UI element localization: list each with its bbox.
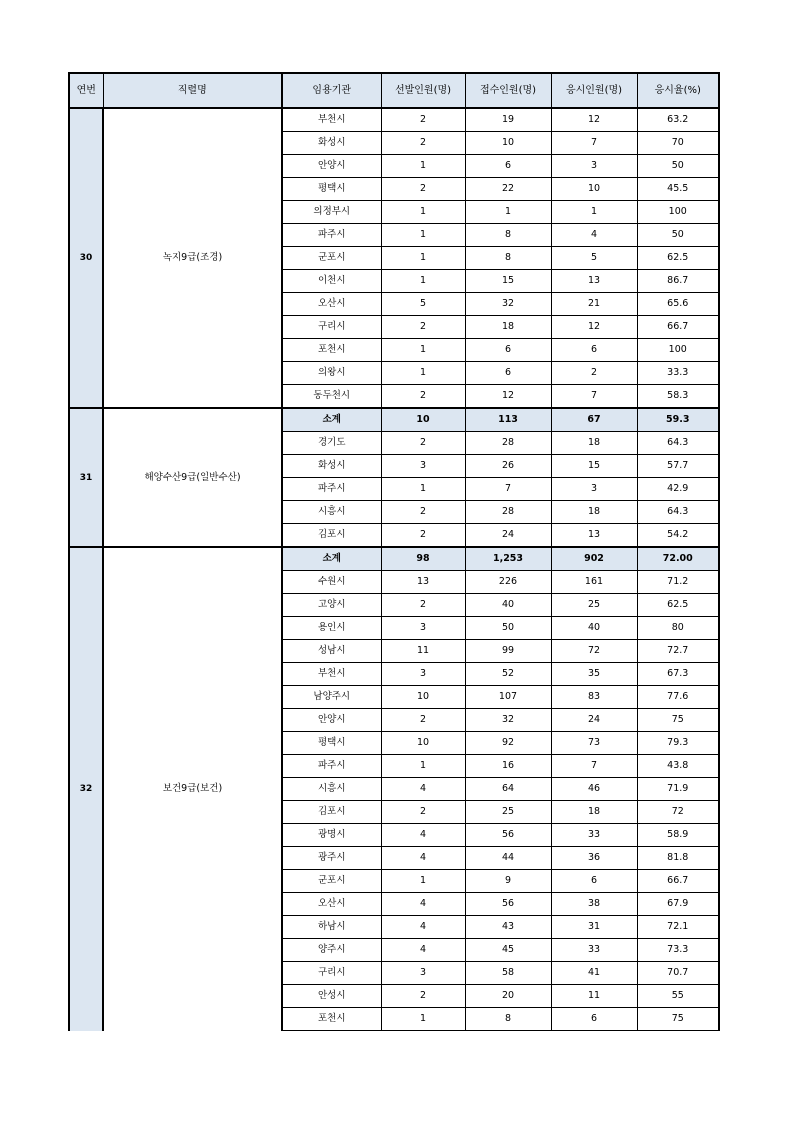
- org-cell: 군포시: [282, 870, 381, 893]
- attendance-rate: 43.8: [637, 755, 719, 778]
- attended-count: 12: [551, 108, 637, 132]
- selected-count: 3: [381, 962, 465, 985]
- applied-count: 25: [465, 801, 551, 824]
- applied-count: 6: [465, 155, 551, 178]
- selected-count: 4: [381, 893, 465, 916]
- org-cell: 양주시: [282, 939, 381, 962]
- selected-count: 3: [381, 663, 465, 686]
- attendance-rate: 50: [637, 155, 719, 178]
- selected-count: 3: [381, 617, 465, 640]
- attended-count: 6: [551, 1008, 637, 1031]
- attendance-rate: 66.7: [637, 870, 719, 893]
- attended-count: 33: [551, 824, 637, 847]
- selected-count: 10: [381, 408, 465, 432]
- attended-count: 13: [551, 524, 637, 548]
- attendance-rate: 57.7: [637, 455, 719, 478]
- selected-count: 2: [381, 178, 465, 201]
- attendance-rate: 67.3: [637, 663, 719, 686]
- attendance-rate: 65.6: [637, 293, 719, 316]
- org-cell: 파주시: [282, 755, 381, 778]
- applied-count: 40: [465, 594, 551, 617]
- attended-count: 67: [551, 408, 637, 432]
- selected-count: 2: [381, 108, 465, 132]
- org-cell: 구리시: [282, 962, 381, 985]
- selected-count: 2: [381, 432, 465, 455]
- selected-count: 1: [381, 201, 465, 224]
- org-cell: 김포시: [282, 524, 381, 548]
- org-cell: 시흥시: [282, 501, 381, 524]
- applied-count: 16: [465, 755, 551, 778]
- attended-count: 1: [551, 201, 637, 224]
- attendance-rate: 80: [637, 617, 719, 640]
- attendance-rate: 62.5: [637, 247, 719, 270]
- header-job: 직렬명: [103, 73, 282, 108]
- attendance-rate: 59.3: [637, 408, 719, 432]
- org-cell: 성남시: [282, 640, 381, 663]
- selected-count: 13: [381, 571, 465, 594]
- applied-count: 45: [465, 939, 551, 962]
- org-cell: 소계: [282, 408, 381, 432]
- attendance-rate: 54.2: [637, 524, 719, 548]
- attended-count: 161: [551, 571, 637, 594]
- selected-count: 1: [381, 247, 465, 270]
- header-no: 연번: [69, 73, 103, 108]
- attended-count: 13: [551, 270, 637, 293]
- attendance-rate: 67.9: [637, 893, 719, 916]
- org-cell: 안성시: [282, 985, 381, 1008]
- subtotal-row: [69, 408, 719, 432]
- attended-count: 10: [551, 178, 637, 201]
- job-series-name: 보건9급(보건): [103, 547, 282, 1031]
- org-cell: 안양시: [282, 709, 381, 732]
- group-number: 31: [69, 408, 103, 547]
- org-cell: 고양시: [282, 594, 381, 617]
- attendance-rate: 86.7: [637, 270, 719, 293]
- selected-count: 3: [381, 455, 465, 478]
- subtotal-row: [69, 547, 719, 571]
- attendance-rate: 77.6: [637, 686, 719, 709]
- applied-count: 56: [465, 893, 551, 916]
- selected-count: 1: [381, 155, 465, 178]
- applied-count: 107: [465, 686, 551, 709]
- applied-count: 226: [465, 571, 551, 594]
- selected-count: 4: [381, 824, 465, 847]
- job-series-name: 녹지9급(조경): [103, 108, 282, 408]
- attendance-rate: 64.3: [637, 432, 719, 455]
- attendance-rate: 81.8: [637, 847, 719, 870]
- attendance-rate: 71.9: [637, 778, 719, 801]
- job-series-name: 해양수산9급(일반수산): [103, 408, 282, 547]
- attended-count: 72: [551, 640, 637, 663]
- selected-count: 1: [381, 478, 465, 501]
- attended-count: 7: [551, 385, 637, 409]
- attended-count: 40: [551, 617, 637, 640]
- group-number: 32: [69, 547, 103, 1031]
- attended-count: 36: [551, 847, 637, 870]
- org-cell: 화성시: [282, 455, 381, 478]
- org-cell: 화성시: [282, 132, 381, 155]
- attendance-rate: 70.7: [637, 962, 719, 985]
- attended-count: 33: [551, 939, 637, 962]
- attendance-rate: 62.5: [637, 594, 719, 617]
- attendance-rate: 72.7: [637, 640, 719, 663]
- org-cell: 김포시: [282, 801, 381, 824]
- selected-count: 4: [381, 847, 465, 870]
- applied-count: 92: [465, 732, 551, 755]
- selected-count: 2: [381, 801, 465, 824]
- attendance-rate: 66.7: [637, 316, 719, 339]
- org-cell: 오산시: [282, 293, 381, 316]
- attended-count: 6: [551, 870, 637, 893]
- attended-count: 902: [551, 547, 637, 571]
- recruitment-stats-table: [68, 72, 720, 1031]
- applied-count: 19: [465, 108, 551, 132]
- attended-count: 83: [551, 686, 637, 709]
- attendance-rate: 70: [637, 132, 719, 155]
- selected-count: 2: [381, 524, 465, 548]
- applied-count: 8: [465, 247, 551, 270]
- attended-count: 31: [551, 916, 637, 939]
- applied-count: 1,253: [465, 547, 551, 571]
- selected-count: 2: [381, 985, 465, 1008]
- org-cell: 시흥시: [282, 778, 381, 801]
- applied-count: 10: [465, 132, 551, 155]
- org-cell: 평택시: [282, 732, 381, 755]
- selected-count: 11: [381, 640, 465, 663]
- attendance-rate: 72.00: [637, 547, 719, 571]
- attendance-rate: 100: [637, 339, 719, 362]
- attended-count: 15: [551, 455, 637, 478]
- attendance-rate: 55: [637, 985, 719, 1008]
- selected-count: 4: [381, 778, 465, 801]
- applied-count: 8: [465, 1008, 551, 1031]
- attended-count: 21: [551, 293, 637, 316]
- attended-count: 35: [551, 663, 637, 686]
- org-cell: 부천시: [282, 663, 381, 686]
- applied-count: 24: [465, 524, 551, 548]
- attended-count: 38: [551, 893, 637, 916]
- applied-count: 52: [465, 663, 551, 686]
- group-number: 30: [69, 108, 103, 408]
- selected-count: 2: [381, 709, 465, 732]
- attended-count: 3: [551, 155, 637, 178]
- applied-count: 50: [465, 617, 551, 640]
- selected-count: 5: [381, 293, 465, 316]
- org-cell: 이천시: [282, 270, 381, 293]
- attendance-rate: 75: [637, 1008, 719, 1031]
- applied-count: 12: [465, 385, 551, 409]
- selected-count: 2: [381, 594, 465, 617]
- attended-count: 6: [551, 339, 637, 362]
- applied-count: 15: [465, 270, 551, 293]
- applied-count: 9: [465, 870, 551, 893]
- selected-count: 1: [381, 270, 465, 293]
- applied-count: 44: [465, 847, 551, 870]
- org-cell: 수원시: [282, 571, 381, 594]
- table-body: [69, 108, 719, 1031]
- header-row: [69, 73, 719, 108]
- header-rate: 응시율(%): [637, 73, 719, 108]
- attendance-rate: 73.3: [637, 939, 719, 962]
- applied-count: 113: [465, 408, 551, 432]
- applied-count: 20: [465, 985, 551, 1008]
- selected-count: 2: [381, 316, 465, 339]
- header-applied: 접수인원(명): [465, 73, 551, 108]
- applied-count: 58: [465, 962, 551, 985]
- attended-count: 7: [551, 755, 637, 778]
- attendance-rate: 33.3: [637, 362, 719, 385]
- org-cell: 오산시: [282, 893, 381, 916]
- attended-count: 4: [551, 224, 637, 247]
- header-attended: 응시인원(명): [551, 73, 637, 108]
- attended-count: 18: [551, 432, 637, 455]
- attended-count: 3: [551, 478, 637, 501]
- attendance-rate: 71.2: [637, 571, 719, 594]
- selected-count: 98: [381, 547, 465, 571]
- applied-count: 6: [465, 339, 551, 362]
- org-cell: 남양주시: [282, 686, 381, 709]
- attendance-rate: 45.5: [637, 178, 719, 201]
- attended-count: 7: [551, 132, 637, 155]
- attended-count: 11: [551, 985, 637, 1008]
- attendance-rate: 72: [637, 801, 719, 824]
- applied-count: 8: [465, 224, 551, 247]
- org-cell: 의정부시: [282, 201, 381, 224]
- applied-count: 22: [465, 178, 551, 201]
- org-cell: 하남시: [282, 916, 381, 939]
- attendance-rate: 72.1: [637, 916, 719, 939]
- org-cell: 경기도: [282, 432, 381, 455]
- attended-count: 24: [551, 709, 637, 732]
- attendance-rate: 64.3: [637, 501, 719, 524]
- selected-count: 10: [381, 732, 465, 755]
- org-cell: 광주시: [282, 847, 381, 870]
- attendance-rate: 42.9: [637, 478, 719, 501]
- attendance-rate: 75: [637, 709, 719, 732]
- org-cell: 군포시: [282, 247, 381, 270]
- applied-count: 28: [465, 432, 551, 455]
- selected-count: 2: [381, 132, 465, 155]
- header-selected: 선발인원(명): [381, 73, 465, 108]
- org-cell: 광명시: [282, 824, 381, 847]
- attended-count: 73: [551, 732, 637, 755]
- org-cell: 파주시: [282, 478, 381, 501]
- selected-count: 1: [381, 362, 465, 385]
- attendance-rate: 63.2: [637, 108, 719, 132]
- applied-count: 64: [465, 778, 551, 801]
- selected-count: 10: [381, 686, 465, 709]
- selected-count: 1: [381, 1008, 465, 1031]
- selected-count: 1: [381, 339, 465, 362]
- applied-count: 43: [465, 916, 551, 939]
- table-row: [69, 108, 719, 132]
- org-cell: 파주시: [282, 224, 381, 247]
- org-cell: 의왕시: [282, 362, 381, 385]
- org-cell: 소계: [282, 547, 381, 571]
- applied-count: 32: [465, 709, 551, 732]
- applied-count: 26: [465, 455, 551, 478]
- selected-count: 1: [381, 870, 465, 893]
- attended-count: 5: [551, 247, 637, 270]
- attended-count: 41: [551, 962, 637, 985]
- org-cell: 포천시: [282, 339, 381, 362]
- org-cell: 용인시: [282, 617, 381, 640]
- selected-count: 1: [381, 224, 465, 247]
- attendance-rate: 100: [637, 201, 719, 224]
- attended-count: 25: [551, 594, 637, 617]
- applied-count: 28: [465, 501, 551, 524]
- attendance-rate: 58.3: [637, 385, 719, 409]
- applied-count: 7: [465, 478, 551, 501]
- org-cell: 구리시: [282, 316, 381, 339]
- selected-count: 2: [381, 385, 465, 409]
- attended-count: 2: [551, 362, 637, 385]
- applied-count: 99: [465, 640, 551, 663]
- attended-count: 12: [551, 316, 637, 339]
- selected-count: 4: [381, 939, 465, 962]
- attendance-rate: 58.9: [637, 824, 719, 847]
- applied-count: 32: [465, 293, 551, 316]
- applied-count: 1: [465, 201, 551, 224]
- org-cell: 동두천시: [282, 385, 381, 409]
- selected-count: 4: [381, 916, 465, 939]
- applied-count: 6: [465, 362, 551, 385]
- org-cell: 포천시: [282, 1008, 381, 1031]
- org-cell: 부천시: [282, 108, 381, 132]
- applied-count: 18: [465, 316, 551, 339]
- attended-count: 46: [551, 778, 637, 801]
- attendance-rate: 50: [637, 224, 719, 247]
- selected-count: 1: [381, 755, 465, 778]
- header-org: 임용기관: [282, 73, 381, 108]
- attended-count: 18: [551, 801, 637, 824]
- org-cell: 평택시: [282, 178, 381, 201]
- org-cell: 안양시: [282, 155, 381, 178]
- attendance-rate: 79.3: [637, 732, 719, 755]
- applied-count: 56: [465, 824, 551, 847]
- selected-count: 2: [381, 501, 465, 524]
- attended-count: 18: [551, 501, 637, 524]
